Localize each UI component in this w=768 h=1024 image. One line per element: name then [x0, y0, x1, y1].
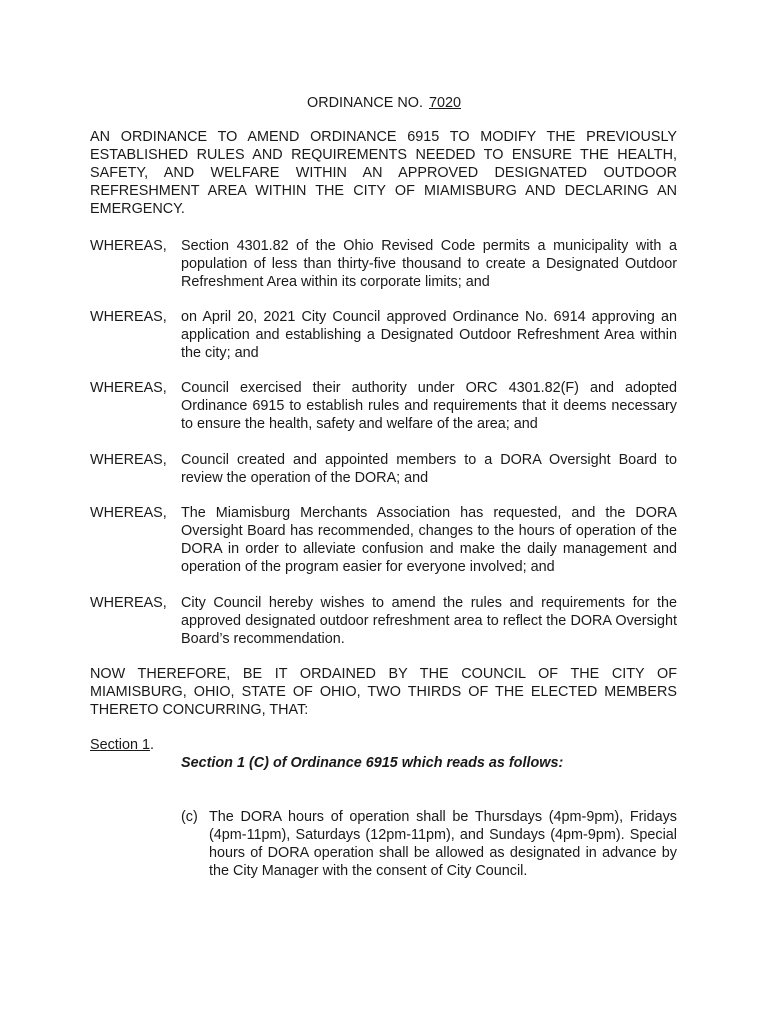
section-subheading: Section 1 (C) of Ordinance 6915 which reads as follows: [181, 755, 564, 771]
whereas-text: Council created and appointed members to a DORA Oversight Board to review the operation of the DORA; and [181, 452, 677, 486]
whereas-text: City Council hereby wishes to amend the rules and requirements for the approved designated outdoor refreshment area to reflect the DORA Oversight Board’s recommendation. [181, 595, 677, 647]
whereas-clause [90, 594, 677, 648]
whereas-clause [90, 308, 677, 362]
whereas-keyword: WHEREAS, [90, 380, 167, 396]
whereas-keyword: WHEREAS, [90, 505, 167, 521]
ordaining-clause: NOW THEREFORE, BE IT ORDAINED BY THE COUNCIL OF THE CITY OF MIAMISBURG, OHIO, STATE OF OHIO, TWO THIRDS OF THE ELECTED MEMBERS THERETO CONCURRING, THAT: [90, 666, 677, 718]
section-punct: . [150, 737, 155, 753]
whereas-keyword: WHEREAS, [90, 309, 167, 325]
section-label: Section 1 [90, 737, 151, 753]
section-heading [90, 736, 154, 754]
whereas-keyword: WHEREAS, [90, 452, 167, 468]
ordinance-label: ORDINANCE NO. [307, 95, 423, 111]
ordinance-title [0, 94, 768, 112]
clause-text: The DORA hours of operation shall be Thursdays (4pm-9pm), Fridays (4pm-11pm), Saturdays (12pm-11pm), and Sundays (4pm-9pm). Special hours of DORA operation shall be allowed as designated in advance by the City Manager with the consent of City Council. [209, 809, 677, 879]
ordinance-preamble: AN ORDINANCE TO AMEND ORDINANCE 6915 TO MODIFY THE PREVIOUSLY ESTABLISHED RULES AND REQUIREMENTS NEEDED TO ENSURE THE HEALTH, SAFETY, AND WELFARE WITHIN AN APPROVED DESIGNATED OUTDOOR REFRESHMENT AREA WITHIN THE CITY OF MIAMISBURG AND DECLARING AN EMERGENCY. [90, 129, 677, 217]
clause-label: (c) [181, 809, 198, 825]
ordinance-number: 7020 [428, 95, 461, 111]
whereas-text: Section 4301.82 of the Ohio Revised Code permits a municipality with a population of less than thirty-five thousand to create a Designated Outdoor Refreshment Area within its corporate limits; and [181, 238, 677, 290]
whereas-clause [90, 504, 677, 576]
whereas-clause [90, 451, 677, 487]
whereas-keyword: WHEREAS, [90, 595, 167, 611]
whereas-text: Council exercised their authority under ORC 4301.82(F) and adopted Ordinance 6915 to establish rules and requirements that it deems necessary to ensure the health, safety and welfare of the area; and [181, 380, 677, 432]
whereas-keyword: WHEREAS, [90, 238, 167, 254]
whereas-text: The Miamisburg Merchants Association has requested, and the DORA Oversight Board has recommended, changes to the hours of operation of the DORA in order to alleviate confusion and make the daily management and operation of the program easier for everyone involved; and [181, 505, 677, 575]
whereas-clause [90, 237, 677, 291]
whereas-clause [90, 379, 677, 433]
clause-c [181, 808, 677, 880]
whereas-text: on April 20, 2021 City Council approved Ordinance No. 6914 approving an application and establishing a Designated Outdoor Refreshment Area within the city; and [181, 309, 677, 361]
